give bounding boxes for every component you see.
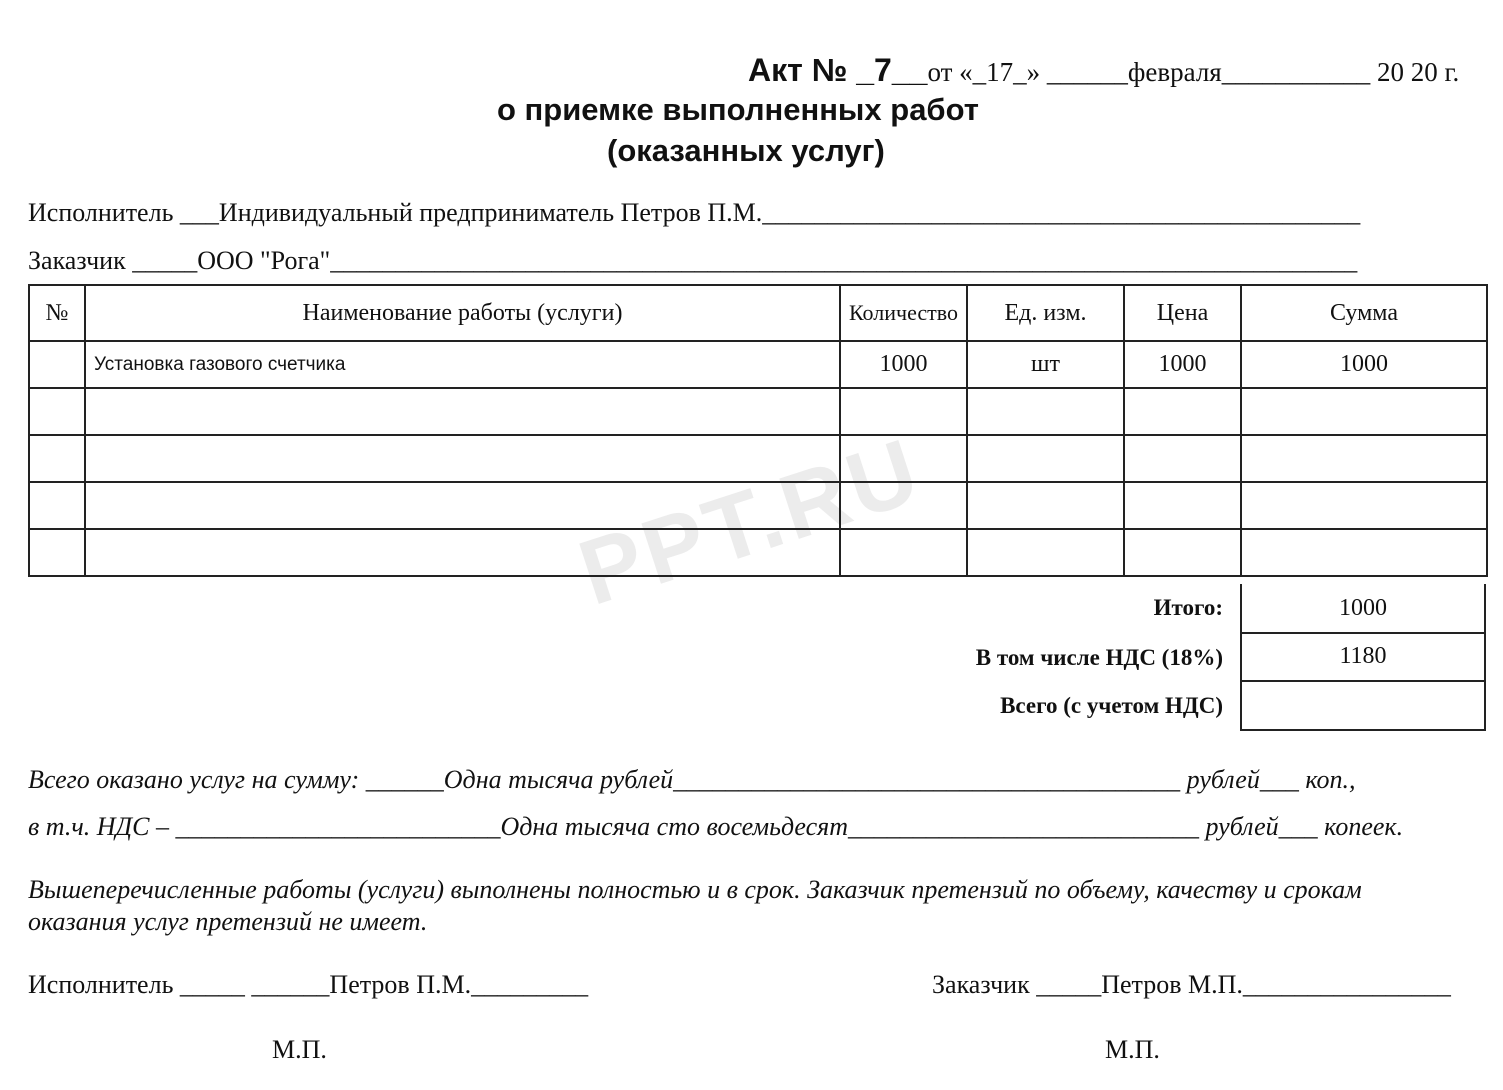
cell-unit <box>967 388 1124 435</box>
header-sum: Сумма <box>1241 285 1487 341</box>
cell-unit: шт <box>967 341 1124 388</box>
document-title-line2: о приемке выполненных работ <box>497 92 979 127</box>
customer-signature: Заказчик _____Петров М.П.________________ <box>932 970 1451 999</box>
vsego-value <box>1240 680 1486 731</box>
cell-number <box>29 341 85 388</box>
cell-price <box>1124 435 1241 482</box>
executor-signature: Исполнитель _____ ______Петров П.М._________ <box>28 970 589 999</box>
stamp-left: М.П. <box>272 1035 327 1064</box>
act-date: от «_17_» ______февраля___________ 20 20 г. <box>927 57 1460 87</box>
cell-quantity <box>840 435 967 482</box>
customer-line: Заказчик _____ООО "Рога"_______________________________________________________________________________ <box>28 246 1358 275</box>
table-row <box>29 341 1487 388</box>
header-price: Цена <box>1124 285 1241 341</box>
statement-line2: оказания услуг претензий не имеет. <box>28 907 428 936</box>
executor-line: Исполнитель ___Индивидуальный предприниматель Петров П.М.______________________________________________ <box>28 198 1361 227</box>
stamp-right: М.П. <box>1105 1035 1160 1064</box>
cell-quantity <box>840 529 967 576</box>
table-row <box>29 482 1487 529</box>
header-number: № <box>29 285 85 341</box>
cell-number <box>29 388 85 435</box>
document-title-line3: (оказанных услуг) <box>607 133 885 168</box>
cell-name: Установка газового счетчика <box>85 341 840 388</box>
summary-total-line: Всего оказано услуг на сумму: ______Одна тысяча рублей_______________________________________ рублей___ коп., <box>28 765 1356 794</box>
table-row <box>29 435 1487 482</box>
cell-number <box>29 529 85 576</box>
cell-unit <box>967 482 1124 529</box>
cell-name <box>85 435 840 482</box>
vsego-label: Всего (с учетом НДС) <box>1000 693 1223 718</box>
cell-unit <box>967 435 1124 482</box>
watermark: PPT.RU <box>567 419 934 625</box>
act-number: Акт № _7__ <box>748 52 928 88</box>
cell-price: 1000 <box>1124 341 1241 388</box>
cell-quantity <box>840 482 967 529</box>
cell-number <box>29 435 85 482</box>
cell-price <box>1124 388 1241 435</box>
table-row <box>29 529 1487 576</box>
table-header-row <box>29 285 1487 341</box>
cell-sum: 1000 <box>1241 341 1487 388</box>
cell-quantity: 1000 <box>840 341 967 388</box>
cell-sum <box>1241 435 1487 482</box>
cell-name <box>85 388 840 435</box>
cell-sum <box>1241 388 1487 435</box>
itogo-label: Итого: <box>1153 595 1223 620</box>
itogo-value: 1000 <box>1240 584 1486 634</box>
statement-line1: Вышеперечисленные работы (услуги) выполнены полностью и в срок. Заказчик претензий по объему, качеству и срокам <box>28 875 1362 904</box>
header-name: Наименование работы (услуги) <box>85 285 840 341</box>
nds-label: В том числе НДС (18%) <box>975 645 1223 670</box>
table-row <box>29 388 1487 435</box>
cell-name <box>85 482 840 529</box>
cell-unit <box>967 529 1124 576</box>
summary-nds-line: в т.ч. НДС – _________________________Одна тысяча сто восемьдесят___________________________ рублей___ копеек. <box>28 812 1404 841</box>
cell-price <box>1124 529 1241 576</box>
cell-number <box>29 482 85 529</box>
cell-sum <box>1241 529 1487 576</box>
cell-quantity <box>840 388 967 435</box>
nds-value: 1180 <box>1240 632 1486 682</box>
header-quantity: Количество <box>840 285 967 341</box>
cell-price <box>1124 482 1241 529</box>
cell-name <box>85 529 840 576</box>
header-unit: Ед. изм. <box>967 285 1124 341</box>
services-table <box>28 284 1488 577</box>
act-title <box>748 52 1459 89</box>
cell-sum <box>1241 482 1487 529</box>
